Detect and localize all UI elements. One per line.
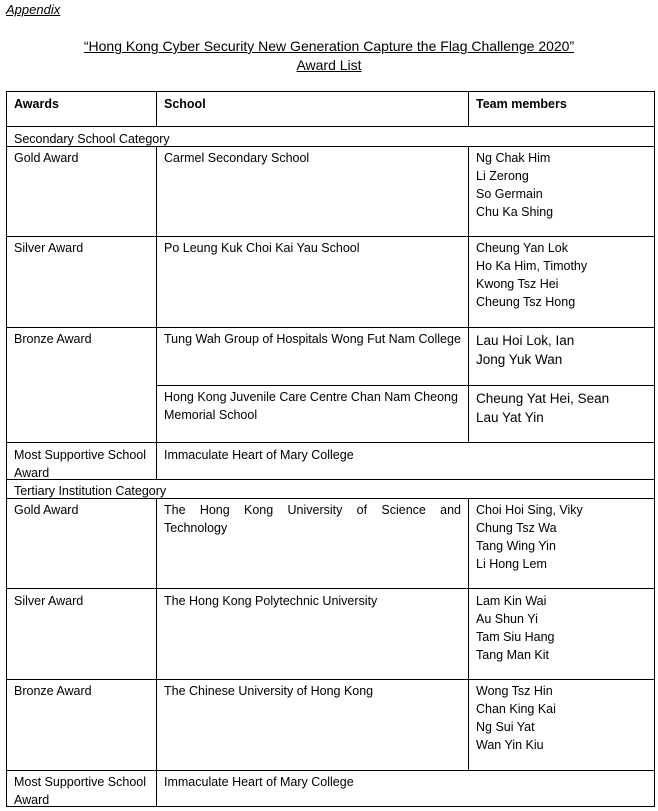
school-cell: The Hong Kong Polytechnic University — [164, 594, 378, 608]
team-member: Au Shun Yi — [476, 612, 538, 626]
team-member: Wan Yin Kiu — [476, 738, 544, 752]
school-cell: Carmel Secondary School — [164, 151, 310, 165]
school-cell: Po Leung Kuk Choi Kai Yau School — [164, 241, 360, 255]
team-member: Lau Hoi Lok, Ian — [476, 333, 575, 348]
team-members-cell — [469, 680, 654, 756]
team-member: Tang Man Kit — [476, 648, 549, 662]
document-subtitle: Award List — [296, 57, 362, 73]
award-cell: Bronze Award — [14, 684, 92, 698]
award-cell: Silver Award — [14, 241, 84, 255]
team-members-cell — [469, 329, 654, 371]
team-member: Li Zerong — [476, 169, 529, 183]
school-cell: Tung Wah Group of Hospitals Wong Fut Nam College — [164, 332, 461, 346]
team-member: Chu Ka Shing — [476, 205, 554, 219]
award-cell: Bronze Award — [14, 332, 92, 346]
appendix-label: Appendix — [6, 2, 61, 17]
category-tertiary: Tertiary Institution Category — [14, 484, 167, 498]
team-members-cell — [469, 590, 654, 666]
team-member: Lam Kin Wai — [476, 594, 547, 608]
award-cell: Gold Award — [14, 503, 79, 517]
award-cell: Silver Award — [14, 594, 84, 608]
team-member: Li Hong Lem — [476, 557, 547, 571]
school-cell: Immaculate Heart of Mary College — [164, 448, 354, 462]
team-members-cell — [469, 237, 654, 313]
team-member: Ng Sui Yat — [476, 720, 535, 734]
header-school: School — [164, 97, 206, 111]
award-cell: Most Supportive School Award — [14, 775, 147, 807]
school-cell: The Hong Kong University of Science and Technology — [164, 503, 461, 535]
header-awards: Awards — [14, 97, 59, 111]
team-member: Cheung Yat Hei, Sean — [476, 391, 610, 406]
team-member: So Germain — [476, 187, 543, 201]
team-member: Tam Siu Hang — [476, 630, 555, 644]
school-cell: The Chinese University of Hong Kong — [164, 684, 374, 698]
team-member: Wong Tsz Hin — [476, 684, 553, 698]
team-members-cell — [469, 147, 654, 223]
team-members-cell — [469, 387, 654, 429]
team-member: Chan King Kai — [476, 702, 556, 716]
team-member: Ho Ka Him, Timothy — [476, 259, 588, 273]
school-cell: Hong Kong Juvenile Care Centre Chan Nam Cheong Memorial School — [164, 390, 458, 422]
team-member: Choi Hoi Sing, Viky — [476, 503, 583, 517]
team-members-cell — [469, 499, 654, 575]
team-member: Cheung Yan Lok — [476, 241, 568, 255]
award-cell: Most Supportive School Award — [14, 448, 147, 480]
school-cell: Immaculate Heart of Mary College — [164, 775, 354, 789]
team-member: Kwong Tsz Hei — [476, 277, 559, 291]
team-member: Chung Tsz Wa — [476, 521, 557, 535]
document-title: “Hong Kong Cyber Security New Generation Capture the Flag Challenge 2020” — [83, 38, 575, 54]
category-secondary: Secondary School Category — [14, 132, 170, 146]
team-member: Tang Wing Yin — [476, 539, 556, 553]
team-member: Ng Chak Him — [476, 151, 551, 165]
award-cell: Gold Award — [14, 151, 79, 165]
team-member: Jong Yuk Wan — [476, 352, 563, 367]
team-member: Cheung Tsz Hong — [476, 295, 576, 309]
team-member: Lau Yat Yin — [476, 410, 544, 425]
header-team-members: Team members — [476, 97, 567, 111]
